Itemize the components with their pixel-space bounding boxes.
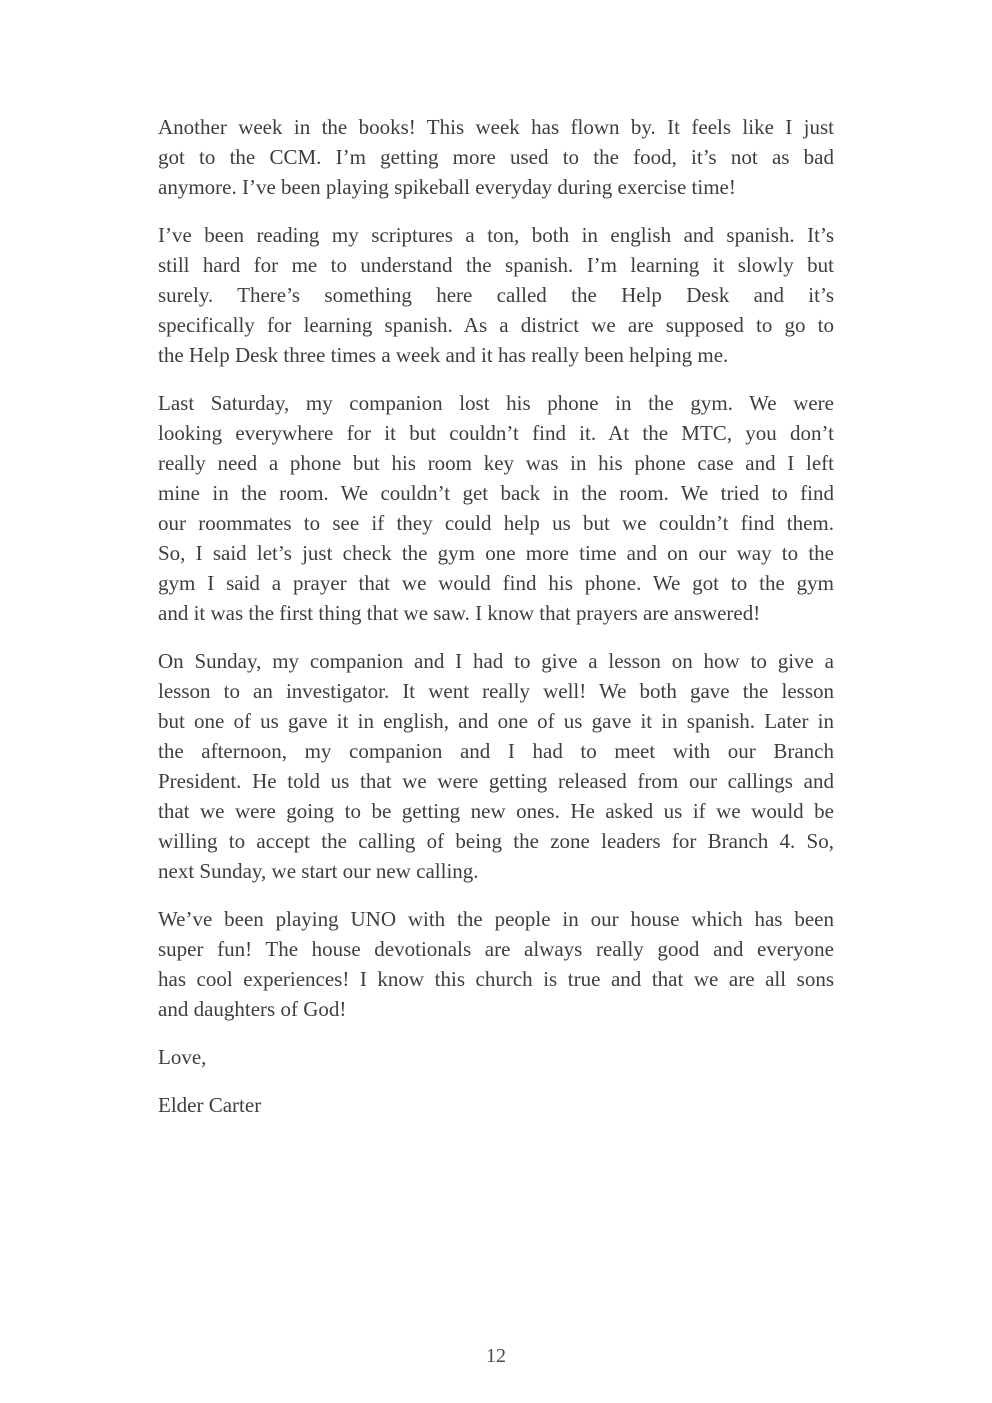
text-line: but one of us gave it in english, and one of us gave it in spanish. Later in xyxy=(158,709,834,733)
text-line: Last Saturday, my companion lost his phone in the gym. We were xyxy=(158,391,834,415)
text-line: super fun! The house devotionals are always really good and everyone xyxy=(158,937,834,961)
text-line: surely. There’s something here called the Help Desk and it’s xyxy=(158,283,834,307)
signature xyxy=(158,1090,834,1120)
text-line: Another week in the books! This week has flown by. It feels like I just xyxy=(158,115,834,139)
paragraph xyxy=(158,904,834,1024)
text-line: So, I said let’s just check the gym one more time and on our way to the xyxy=(158,541,834,565)
text-line: We’ve been playing UNO with the people in our house which has been xyxy=(158,907,834,931)
text-line: and it was the first thing that we saw. I know that prayers are answered! xyxy=(158,601,761,625)
paragraph xyxy=(158,388,834,628)
text-line: the Help Desk three times a week and it has really been helping me. xyxy=(158,343,729,367)
text-line: looking everywhere for it but couldn’t find it. At the MTC, you don’t xyxy=(158,421,834,445)
text-line: willing to accept the calling of being the zone leaders for Branch 4. So, xyxy=(158,829,834,853)
text-line: President. He told us that we were getting released from our callings and xyxy=(158,769,834,793)
text-line: next Sunday, we start our new calling. xyxy=(158,859,479,883)
signature-text: Elder Carter xyxy=(158,1093,262,1117)
paragraph xyxy=(158,112,834,202)
page-number: 12 xyxy=(486,1345,506,1367)
text-line: lesson to an investigator. It went really well! We both gave the lesson xyxy=(158,679,834,703)
paragraph xyxy=(158,646,834,886)
text-line: our roommates to see if they could help us but we couldn’t find them. xyxy=(158,511,834,535)
text-line: really need a phone but his room key was in his phone case and I left xyxy=(158,451,834,475)
text-line: that we were going to be getting new ones. He asked us if we would be xyxy=(158,799,834,823)
text-line: the afternoon, my companion and I had to meet with our Branch xyxy=(158,739,834,763)
text-line: anymore. I’ve been playing spikeball everyday during exercise time! xyxy=(158,175,736,199)
closing xyxy=(158,1042,834,1072)
paragraph xyxy=(158,220,834,370)
closing-text: Love, xyxy=(158,1045,207,1069)
text-line: I’ve been reading my scriptures a ton, both in english and spanish. It’s xyxy=(158,223,834,247)
text-line: has cool experiences! I know this church is true and that we are all sons xyxy=(158,967,834,991)
letter-body xyxy=(158,112,834,1120)
text-line: got to the CCM. I’m getting more used to the food, it’s not as bad xyxy=(158,145,834,169)
text-line: still hard for me to understand the spanish. I’m learning it slowly but xyxy=(158,253,834,277)
text-line: gym I said a prayer that we would find his phone. We got to the gym xyxy=(158,571,834,595)
text-line: specifically for learning spanish. As a district we are supposed to go to xyxy=(158,313,834,337)
text-line: On Sunday, my companion and I had to give a lesson on how to give a xyxy=(158,649,834,673)
text-line: mine in the room. We couldn’t get back in the room. We tried to find xyxy=(158,481,834,505)
text-line: and daughters of God! xyxy=(158,997,347,1021)
